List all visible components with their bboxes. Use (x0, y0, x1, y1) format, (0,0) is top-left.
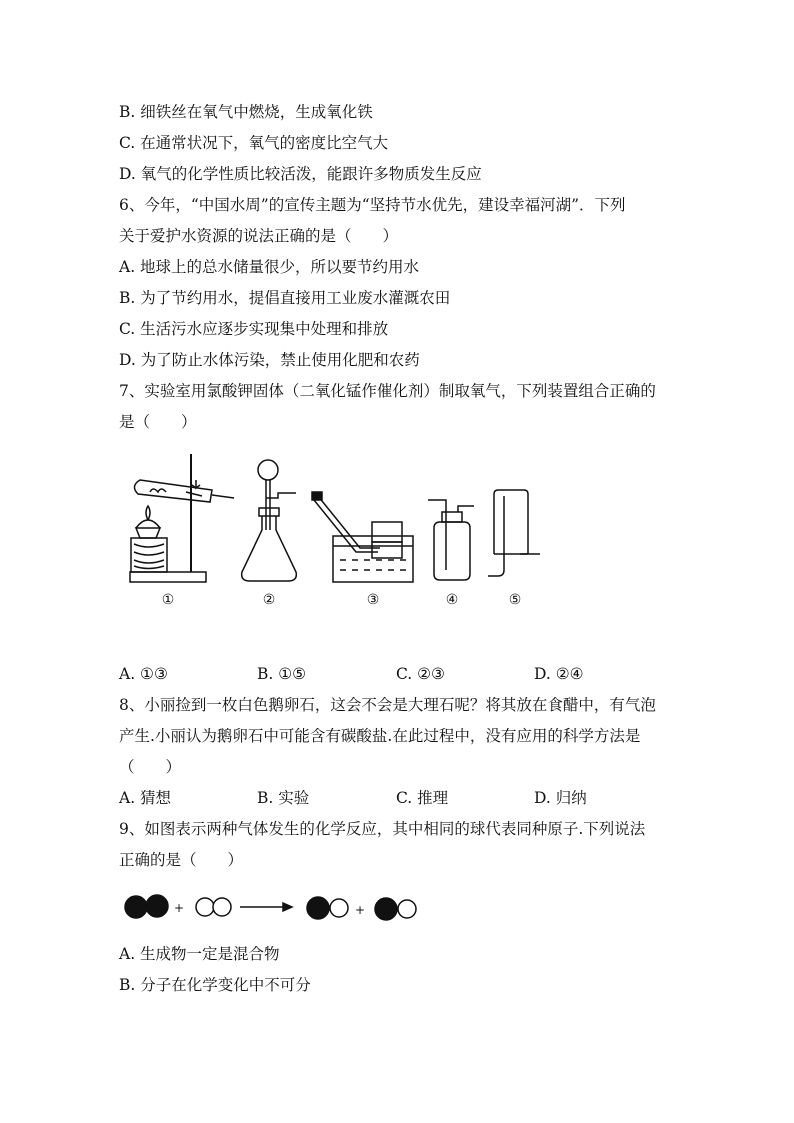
apparatus-label-2: ② (262, 592, 276, 608)
q6-option-c: C. 生活污水应逐步实现集中处理和排放 (119, 320, 389, 338)
q6-stem-line2: 关于爱护水资源的说法正确的是（ ） (119, 227, 399, 245)
product-2-black-atom (375, 898, 397, 920)
q8-stem-line1: 8、小丽捡到一枚白色鹅卵石，这会不会是大理石呢？将其放在食醋中，有气泡 (119, 696, 656, 714)
q7-stem-line1: 7、实验室用氯酸钾固体（二氧化锰作催化剂）制取氧气，下列装置组合正确的 (119, 382, 656, 400)
q6-option-b: B. 为了节约用水，提倡直接用工业废水灌溉农田 (119, 289, 451, 307)
q8-option-c: C. 推理 (396, 789, 449, 807)
q9-stem-line1: 9、如图表示两种气体发生的化学反应，其中相同的球代表同种原子.下列说法 (119, 820, 646, 838)
q7-option-d: D. ②④ (534, 665, 584, 683)
q8-option-b: B. 实验 (257, 789, 310, 807)
apparatus-label-4: ④ (445, 592, 459, 608)
apparatus-label-1: ① (161, 592, 175, 608)
product-2-white-atom (398, 900, 416, 918)
q8-stem-line2: 产生.小丽认为鹅卵石中可能含有碳酸盐.在此过程中，没有应用的科学方法是 (119, 727, 641, 745)
reactant-2-atom-b (213, 898, 231, 916)
q8-option-d: D. 归纳 (534, 789, 587, 807)
q6-stem-line1: 6、今年，“中国水周”的宣传主题为“坚持节水优先，建设幸福河湖”．下列 (119, 196, 626, 214)
q6-option-a: A. 地球上的总水储量很少，所以要节约用水 (119, 258, 420, 276)
product-1-black-atom (307, 897, 329, 919)
plus-sign-1: + (174, 901, 185, 915)
q8-stem-line3: （ ） (119, 758, 182, 776)
reaction-arrow-head (283, 903, 292, 911)
q9-option-b: B. 分子在化学变化中不可分 (119, 976, 311, 994)
q7-option-a: A. ①③ (119, 665, 168, 683)
reactant-2-atom-a (196, 898, 214, 916)
q6-option-d: D. 为了防止水体污染，禁止使用化肥和农药 (119, 351, 420, 369)
q7-option-b: B. ①⑤ (257, 665, 307, 683)
plus-sign-2: + (355, 903, 366, 917)
q9-stem-line2: 正确的是（ ） (119, 851, 244, 869)
reactant-1-atom-b (146, 895, 168, 917)
q8-option-a: A. 猜想 (119, 789, 172, 807)
q5-option-b: B. 细铁丝在氧气中燃烧，生成氧化铁 (119, 103, 373, 121)
q7-option-c: C. ②③ (396, 665, 445, 683)
apparatus-label-5: ⑤ (508, 592, 522, 608)
q7-stem-line2: 是（ ） (119, 413, 197, 431)
q9-option-a: A. 生成物一定是混合物 (119, 945, 280, 963)
reactant-1-atom-a (125, 896, 147, 918)
apparatus-label-3: ③ (366, 592, 380, 608)
q5-option-c: C. 在通常状况下，氧气的密度比空气大 (119, 134, 389, 152)
product-1-white-atom (330, 899, 348, 917)
q5-option-d: D. 氧气的化学性质比较活泼，能跟许多物质发生反应 (119, 165, 482, 183)
